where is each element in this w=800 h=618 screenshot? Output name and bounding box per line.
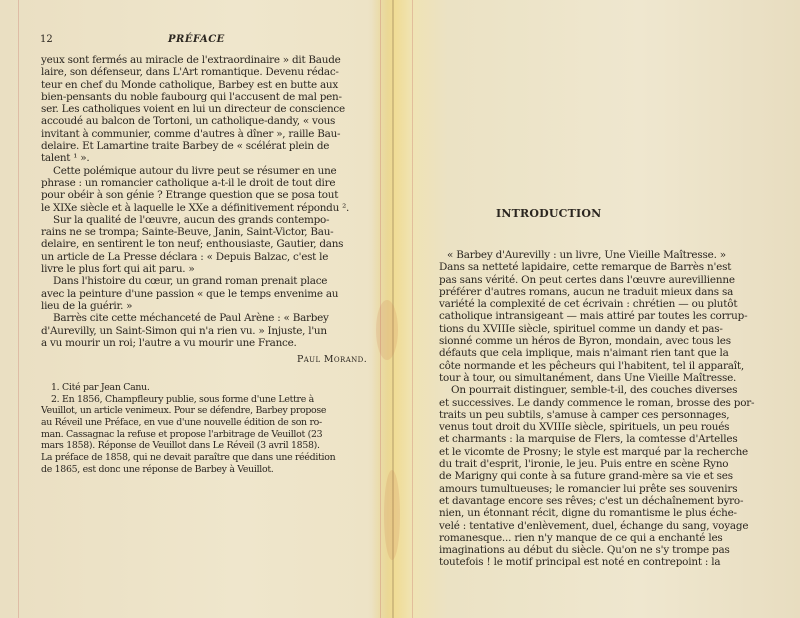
- text-line: phrase : un romancier catholique a-t-il le droit de tout dire: [41, 176, 336, 189]
- text-line: catholique intransigeant — mais attiré par toutes les corrup-: [439, 310, 748, 323]
- text-line: pour obéir à son génie ? Etrange question que se posa tout: [41, 189, 339, 202]
- text-line: du trait d'esprit, l'ironie, le jeu. Puis entre en scène Ryno: [439, 458, 729, 471]
- text-line: Sur la qualité de l'œuvre, aucun des grands contempo-: [53, 213, 330, 226]
- text-line: tour à tour, ou simultanément, dans Une Vieille Maîtresse.: [439, 371, 737, 384]
- text-line: yeux sont fermés au miracle de l'extraordinaire » dit Baude: [41, 54, 341, 66]
- text-line: imaginations au début du siècle. Qu'on ne s'y trompe pas: [439, 544, 730, 557]
- text-line: livre le plus fort qui ait paru. »: [41, 263, 195, 276]
- introduction-text: [439, 249, 779, 569]
- text-line: sionné comme un héros de Byron, mondain, avec tous les: [439, 335, 731, 348]
- footnote-line: au Réveil une Préface, en vue d'une nouvelle édition de son ro-: [41, 417, 322, 429]
- text-line: ser. Les catholiques voient en lui un directeur de conscience: [41, 103, 345, 116]
- text-line: delaire, en sentirent le ton neuf; enthousiaste, Gautier, dans: [41, 238, 344, 251]
- footnote-line: Veuillot, un article venimeux. Pour se défendre, Barbey propose: [41, 405, 327, 417]
- text-line: le XIXe siècle et à laquelle le XXe a définitivement répondu ².: [41, 201, 350, 214]
- text-line: toutefois ! le motif principal est noté en contrepoint : la: [439, 556, 721, 569]
- text-line: On pourrait distinguer, semble-t-il, des couches diverses: [451, 384, 738, 397]
- page-header: [40, 34, 360, 50]
- text-line: de Marigny qui conte à sa future grand-mère sa vie et ses: [439, 470, 733, 483]
- text-line: delaire. Et Lamartine traite Barbey de « scélérat plein de: [41, 140, 330, 153]
- text-line: velé : tentative d'enlèvement, duel, échange du sang, voyage: [439, 519, 749, 532]
- page-number: 12: [40, 34, 53, 45]
- text-line: Cette polémique autour du livre peut se résumer en une: [53, 164, 337, 177]
- text-line: d'Aurevilly, un Saint-Simon qui n'a rien vu. » Injuste, l'un: [41, 324, 327, 337]
- author-signature: Paul Morand.: [297, 354, 368, 365]
- text-line: variété la complexité de cet écrivain : chrétien — ou plutôt: [439, 298, 738, 311]
- right-page: [410, 0, 800, 618]
- running-head: PRÉFACE: [168, 34, 225, 45]
- text-line: préférer d'autres romans, aucun ne traduit mieux dans sa: [439, 285, 734, 298]
- text-line: et le vicomte de Prosny; le style est marqué par la recherche: [439, 445, 749, 458]
- text-line: défauts que cela implique, mais n'aimant rien tant que la: [439, 347, 729, 360]
- text-line: romanesque... rien n'y manque de ce qui a enchanté les: [439, 531, 723, 544]
- text-line: Dans l'histoire du cœur, un grand roman prenait place: [53, 275, 328, 288]
- text-line: nien, un étonnant récit, digne du romantisme le plus éche-: [439, 507, 737, 520]
- text-line: accoudé au balcon de Tortoni, un catholique-dandy, « vous: [41, 115, 336, 128]
- footnote-line: La préface de 1858, qui ne devait paraître que dans une réédition: [41, 452, 336, 464]
- text-line: avec la peinture d'une passion « que le temps envenime au: [41, 287, 339, 300]
- text-line: tions du XVIIIe siècle, spirituel comme un dandy et pas-: [439, 322, 723, 335]
- footnote-line: man. Cassagnac la refuse et propose l'arbitrage de Veuillot (23: [41, 428, 323, 440]
- text-line: et successives. Le dandy commence le roman, brosse des por-: [439, 396, 755, 409]
- footnote-line: de 1865, est donc une réponse de Barbey à Veuillot.: [41, 463, 274, 475]
- text-line: et charmants : la marquise de Flers, la comtesse d'Artelles: [439, 433, 738, 446]
- footnote-line: 1. Cité par Jean Canu.: [51, 382, 150, 393]
- footnote-line: mars 1858). Réponse de Veuillot dans Le Réveil (3 avril 1858).: [41, 440, 320, 452]
- text-line: a vu mourir un roi; l'autre a vu mourir une France.: [41, 336, 297, 349]
- text-line: traits un peu subtils, s'amuse à camper ces personnages,: [439, 408, 730, 421]
- text-line: « Barbey d'Aurevilly : un livre, Une Vieille Maîtresse. »: [447, 249, 726, 261]
- text-line: laire, son défenseur, dans L'Art romantique. Devenu rédac-: [41, 66, 339, 79]
- text-line: Barrès cite cette méchanceté de Paul Arène : « Barbey: [53, 312, 329, 325]
- text-line: bien-pensants du noble faubourg qui l'accusent de mal pen-: [41, 90, 342, 103]
- text-line: amours tumultueuses; le romancier lui prête ses souvenirs: [439, 482, 738, 495]
- text-line: venus tout droit du XVIIIe siècle, spirituels, un peu roués: [439, 421, 730, 434]
- text-line: côte normande et les pêcheurs qui l'habitent, tel il apparaît,: [439, 359, 744, 372]
- preface-text: [41, 54, 363, 349]
- footnotes: [41, 382, 363, 476]
- text-line: lieu de la guérir. »: [41, 299, 133, 312]
- left-page: [0, 0, 382, 618]
- paper-stain: [384, 470, 400, 560]
- footnote-line: 2. En 1856, Champfleury publie, sous forme d'une Lettre à: [51, 393, 314, 405]
- text-line: invitant à communier, comme d'autres à dîner », raille Bau-: [41, 127, 341, 140]
- chapter-heading: INTRODUCTION: [496, 207, 602, 220]
- text-line: teur en chef du Monde catholique, Barbey est en butte aux: [41, 78, 338, 91]
- text-line: un article de La Presse déclara : « Depuis Balzac, c'est le: [41, 250, 329, 263]
- text-line: rains ne se trompa; Sainte-Beuve, Janin, Saint-Victor, Bau-: [41, 226, 334, 239]
- text-line: et davantage encore ses rêves; c'est un déchaînement byro-: [439, 494, 744, 507]
- text-line: pas sans vérité. On peut certes dans l'œuvre aurevillienne: [439, 273, 735, 286]
- text-line: Dans sa netteté lapidaire, cette remarque de Barrès n'est: [439, 261, 732, 274]
- text-line: talent ¹ ».: [41, 152, 90, 165]
